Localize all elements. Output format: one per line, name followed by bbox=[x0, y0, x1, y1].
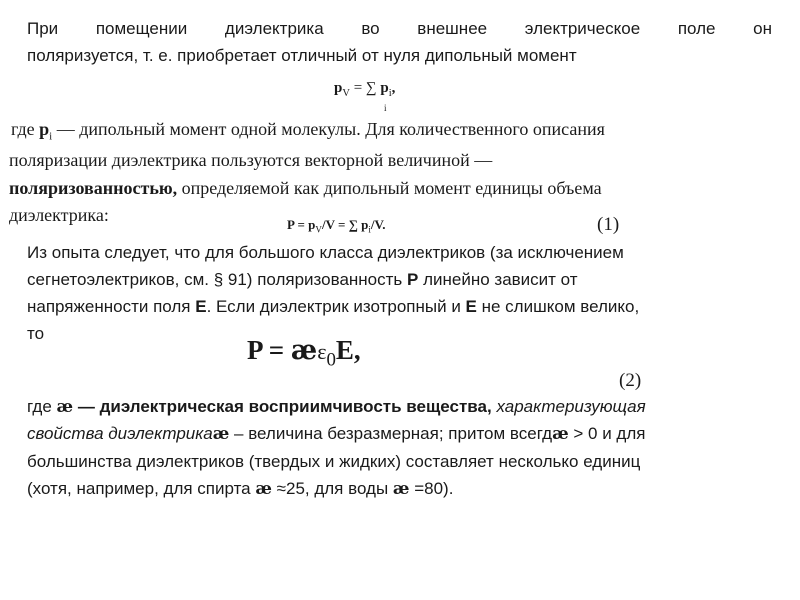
paragraph-2-line-1: где $p_i$ — дипольный момент одной молекулы. Для количественного описания bbox=[11, 119, 605, 143]
sum-index: i bbox=[384, 103, 387, 113]
ae-symbol: æ bbox=[552, 424, 569, 444]
ae-symbol: æ bbox=[212, 424, 230, 444]
paragraph-4-line-2: свойства диэлектрикаæ – величина безразмерная; притом всегдæ > 0 и для bbox=[27, 424, 646, 444]
paragraph-4-line-1: где æ — диэлектрическая восприимчивость вещества, характеризующая bbox=[27, 397, 646, 417]
paragraph-3-line-1: Из опыта следует, что для большого класса диэлектриков (за исключением bbox=[27, 243, 624, 262]
paragraph-2-line-2: поляризации диэлектрика пользуются векторной величиной — bbox=[9, 150, 493, 170]
paragraph-3-line-4: то bbox=[27, 324, 45, 343]
paragraph-2-line-4: диэлектрика: bbox=[9, 205, 109, 225]
ae-symbol: æ bbox=[255, 479, 272, 499]
paragraph-1-line-1: При помещении диэлектрика во внешнее электрическое поле он bbox=[27, 19, 772, 38]
ae-symbol: æ bbox=[392, 479, 410, 499]
equation-number-2: (2) bbox=[619, 370, 642, 391]
ae-symbol: æ bbox=[56, 397, 74, 417]
formula-polarization: $P = p_V/V$ = ∑ $p_i/V$. bbox=[287, 217, 386, 235]
paragraph-2-line-3: поляризованностью, определяемой как дипольный момент единицы объема bbox=[9, 178, 602, 198]
paragraph-3-line-2: сегнетоэлектриков, см. § 91) поляризованность P линейно зависит от bbox=[27, 270, 578, 289]
ae-symbol: æ bbox=[290, 335, 318, 366]
paragraph-3-line-3: напряженности поля E. Если диэлектрик изотропный и E не слишком велико, bbox=[27, 297, 640, 316]
formula-polarization-linear: $P = æ\varepsilon_0E$, bbox=[247, 335, 361, 371]
formula-dipole-moment: $p_V$ = ∑ $p_i$, bbox=[334, 80, 396, 99]
paragraph-4-line-4: (хотя, например, для спирта æ ≈25, для воды æ =80). bbox=[27, 479, 454, 499]
equation-number-1: (1) bbox=[597, 214, 620, 235]
paragraph-1-line-2: поляризуется, т. е. приобретает отличный от нуля дипольный момент bbox=[27, 46, 577, 65]
paragraph-4-line-3: большинства диэлектриков (твердых и жидких) составляет несколько единиц bbox=[27, 452, 641, 471]
